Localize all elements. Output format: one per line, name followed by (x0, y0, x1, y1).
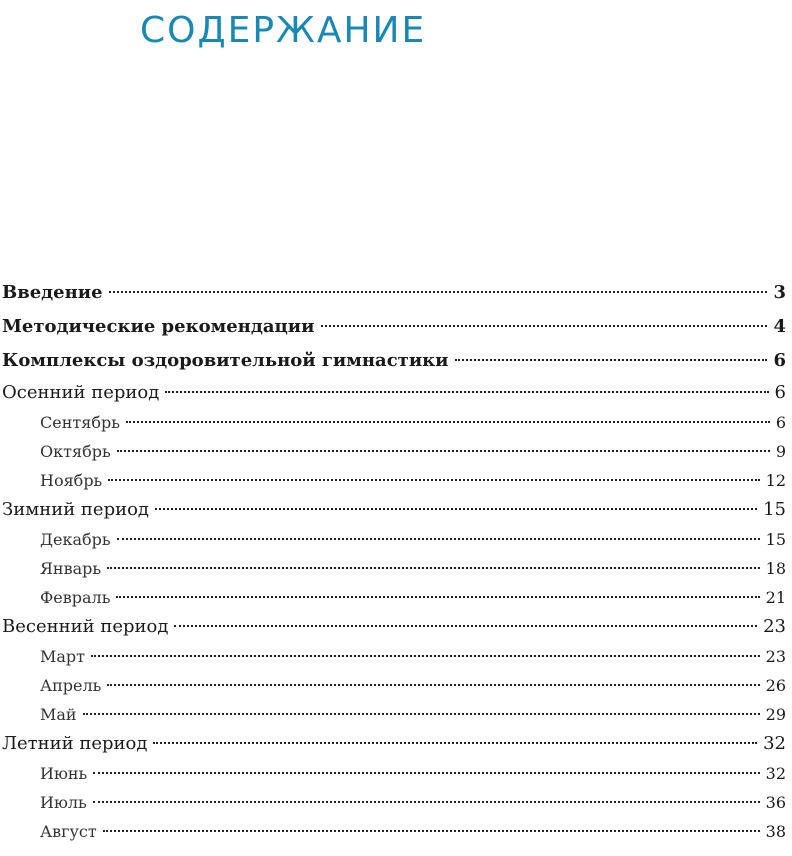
toc-entry-page-number: 4 (773, 316, 786, 337)
toc-entry-label: Весенний период (2, 616, 169, 637)
toc-entry[interactable] (0, 817, 792, 846)
toc-entry-page-number: 15 (763, 499, 786, 520)
dot-leader (153, 742, 757, 744)
toc-entry[interactable] (0, 344, 792, 378)
toc-entry-label: Июль (40, 793, 87, 812)
toc-entry[interactable] (0, 583, 792, 612)
toc-entry[interactable] (0, 276, 792, 310)
toc-entry-label: Комплексы оздоровительной гимнастики (2, 350, 449, 371)
toc-entry[interactable] (0, 408, 792, 437)
dot-leader (155, 508, 757, 510)
toc-entry-page-number: 32 (765, 764, 786, 783)
dot-leader (117, 450, 770, 452)
toc-entry[interactable] (0, 495, 792, 525)
toc-entry-page-number: 32 (763, 733, 786, 754)
toc-entry-label: Методические рекомендации (2, 316, 315, 337)
toc-entry-label: Май (40, 705, 77, 724)
toc-entry-page-number: 23 (765, 647, 786, 666)
toc-entry[interactable] (0, 700, 792, 729)
toc-entry-page-number: 18 (765, 559, 786, 578)
toc-entry-label: Август (40, 822, 97, 841)
toc-entry[interactable] (0, 378, 792, 408)
toc-entry-page-number: 26 (765, 676, 786, 695)
toc-entry-page-number: 9 (775, 442, 786, 461)
dot-leader (108, 479, 759, 481)
toc-entry-label: Введение (2, 282, 103, 303)
page-title: СОДЕРЖАНИЕ (140, 10, 427, 51)
toc-entry-label: Июнь (40, 764, 88, 783)
toc-entry-label: Осенний период (2, 382, 160, 403)
dot-leader (91, 655, 760, 657)
dot-leader (83, 713, 760, 715)
dot-leader (165, 391, 768, 393)
toc-entry[interactable] (0, 788, 792, 817)
toc-entry-label: Март (40, 647, 86, 666)
toc-entry[interactable] (0, 642, 792, 671)
dot-leader (93, 801, 760, 803)
toc-entry-page-number: 36 (765, 793, 786, 812)
toc-entry-page-number: 38 (765, 822, 786, 841)
toc-entry[interactable] (0, 554, 792, 583)
toc-entry-page-number: 29 (765, 705, 786, 724)
toc-entry[interactable] (0, 729, 792, 759)
toc-entry[interactable] (0, 525, 792, 554)
table-of-contents (0, 276, 792, 846)
toc-entry-page-number: 6 (773, 350, 786, 371)
dot-leader (103, 830, 760, 832)
toc-entry-label: Апрель (40, 676, 102, 695)
toc-entry-label: Февраль (40, 588, 111, 607)
toc-entry[interactable] (0, 671, 792, 700)
toc-entry-page-number: 21 (765, 588, 786, 607)
dot-leader (116, 596, 759, 598)
toc-entry[interactable] (0, 437, 792, 466)
toc-entry-label: Октябрь (40, 442, 111, 461)
toc-entry-label: Сентябрь (40, 413, 120, 432)
dot-leader (321, 325, 768, 327)
dot-leader (117, 538, 760, 540)
toc-entry[interactable] (0, 466, 792, 495)
toc-entry-label: Январь (40, 559, 102, 578)
dot-leader (109, 291, 768, 293)
toc-entry-label: Ноябрь (40, 471, 103, 490)
dot-leader (107, 567, 760, 569)
dot-leader (174, 625, 757, 627)
dot-leader (455, 359, 768, 361)
toc-entry-page-number: 12 (765, 471, 786, 490)
toc-entry-page-number: 23 (763, 616, 786, 637)
dot-leader (93, 772, 759, 774)
toc-entry-page-number: 6 (774, 382, 786, 403)
toc-entry[interactable] (0, 310, 792, 344)
toc-entry-page-number: 6 (775, 413, 786, 432)
toc-entry-page-number: 15 (765, 530, 786, 549)
toc-entry-page-number: 3 (773, 282, 786, 303)
toc-entry-label: Декабрь (40, 530, 111, 549)
toc-entry-label: Зимний период (2, 499, 150, 520)
toc-entry[interactable] (0, 612, 792, 642)
toc-entry[interactable] (0, 759, 792, 788)
dot-leader (126, 421, 770, 423)
dot-leader (107, 684, 759, 686)
toc-entry-label: Летний период (2, 733, 148, 754)
